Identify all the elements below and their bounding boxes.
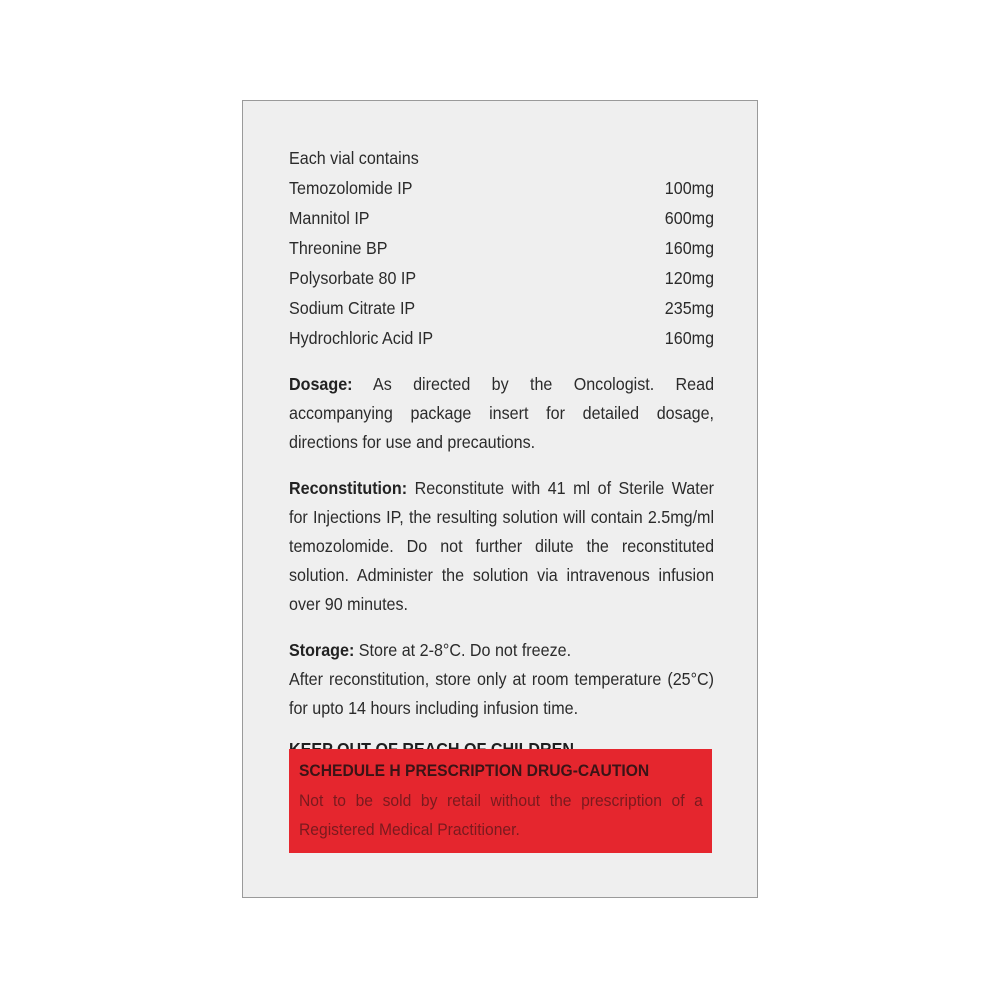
dosage-paragraph: [289, 370, 714, 457]
ingredient-amount: 600mg: [664, 208, 715, 228]
dosage-label: Dosage:: [289, 374, 353, 394]
ingredient-name: Temozolomide IP: [289, 178, 413, 198]
label-panel: [242, 100, 758, 898]
caution-title: SCHEDULE H PRESCRIPTION DRUG-CAUTION: [299, 761, 650, 780]
ingredient-amount: 100mg: [664, 178, 715, 198]
ingredient-row: [289, 173, 714, 203]
reconstitution-text: Reconstitute with 41 ml of Sterile Water for Injections IP, the resulting solution will contain 2.5mg/ml temozolomide. Do not further dilute the reconstituted solution. Administer the solution via intravenous infusion over 90 minutes.: [289, 478, 715, 614]
storage-paragraph: [289, 636, 714, 665]
ingredient-row: [289, 263, 714, 293]
ingredient-row: [289, 293, 714, 323]
ingredient-row: [289, 233, 714, 263]
label-content: [289, 143, 714, 762]
ingredient-row: [289, 323, 714, 353]
reconstitution-paragraph: [289, 474, 714, 619]
caution-inner: [299, 758, 703, 844]
dosage-text: As directed by the Oncologist. Read accompanying package insert for detailed dosage, directions for use and precautions.: [289, 374, 715, 452]
ingredient-name: Hydrochloric Acid IP: [289, 328, 434, 348]
schedule-h-caution-box: [289, 749, 712, 853]
ingredient-name: Sodium Citrate IP: [289, 298, 416, 318]
ingredient-name: Mannitol IP: [289, 208, 370, 228]
ingredient-amount: 160mg: [664, 328, 715, 348]
ingredient-list: [289, 173, 714, 353]
storage-note: After reconstitution, store only at room temperature (25°C) for upto 14 hours including infusion time.: [289, 669, 715, 718]
ingredient-amount: 235mg: [664, 298, 715, 318]
reconstitution-label: Reconstitution:: [289, 478, 408, 498]
composition-intro: Each vial contains: [289, 148, 419, 168]
ingredient-row: [289, 203, 714, 233]
storage-text: Store at 2-8°C. Do not freeze.: [354, 640, 572, 660]
ingredient-amount: 120mg: [664, 268, 715, 288]
ingredient-name: Threonine BP: [289, 238, 388, 258]
ingredient-name: Polysorbate 80 IP: [289, 268, 417, 288]
storage-label: Storage:: [289, 640, 355, 660]
caution-text: Not to be sold by retail without the prescription of a Registered Medical Practitioner.: [299, 791, 703, 839]
ingredient-amount: 160mg: [664, 238, 715, 258]
